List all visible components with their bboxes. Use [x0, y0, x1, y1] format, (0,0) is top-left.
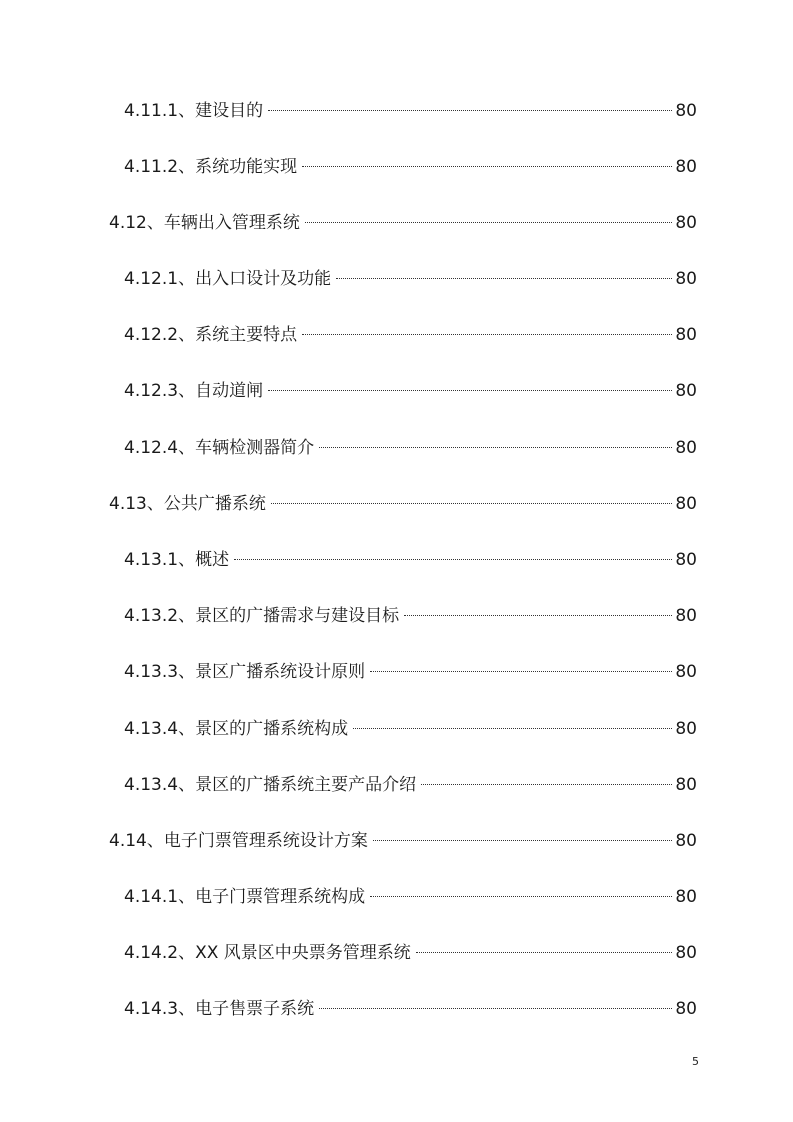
toc-entry-title: 4.13.4、景区的广播系统构成 — [124, 719, 349, 739]
toc-entry-page: 80 — [675, 606, 697, 626]
toc-entry[interactable] — [124, 603, 697, 629]
toc-dot-leader — [305, 222, 673, 223]
toc-entry[interactable] — [124, 154, 697, 180]
toc-entry-title: 4.13.1、概述 — [124, 550, 230, 570]
toc-entry-title: 4.11.2、系统功能实现 — [124, 157, 298, 177]
toc-entry-title: 4.13.4、景区的广播系统主要产品介绍 — [124, 775, 417, 795]
toc-dot-leader — [404, 615, 672, 616]
toc-entry-page: 80 — [675, 719, 697, 739]
toc-entry-title: 4.13.3、景区广播系统设计原则 — [124, 662, 366, 682]
toc-entry-page: 80 — [675, 438, 697, 458]
toc-entry[interactable] — [124, 940, 697, 966]
toc-entry-page: 80 — [675, 943, 697, 963]
toc-entry-page: 80 — [675, 494, 697, 514]
toc-entry-title: 4.13、公共广播系统 — [109, 494, 266, 514]
toc-entry[interactable] — [124, 98, 697, 124]
toc-entry[interactable] — [124, 716, 697, 742]
toc-dot-leader — [319, 1008, 672, 1009]
toc-entry[interactable] — [124, 772, 697, 798]
toc-entry[interactable] — [124, 322, 697, 348]
toc-entry[interactable] — [124, 996, 697, 1022]
toc-entry-page: 80 — [675, 157, 697, 177]
toc-entry-title: 4.13.2、景区的广播需求与建设目标 — [124, 606, 400, 626]
toc-entry[interactable] — [124, 884, 697, 910]
toc-dot-leader — [370, 671, 672, 672]
page-number: 5 — [692, 1055, 699, 1068]
toc-entry-title: 4.11.1、建设目的 — [124, 101, 264, 121]
toc-entry-page: 80 — [675, 775, 697, 795]
toc-dot-leader — [353, 728, 672, 729]
toc-entry-title: 4.14.3、电子售票子系统 — [124, 999, 315, 1019]
toc-entry-page: 80 — [675, 999, 697, 1019]
toc-entry-page: 80 — [675, 213, 697, 233]
toc-entry-page: 80 — [675, 831, 697, 851]
toc-entry-title: 4.14、电子门票管理系统设计方案 — [109, 831, 368, 851]
toc-entry-page: 80 — [675, 381, 697, 401]
toc-entry[interactable] — [124, 378, 697, 404]
toc-entry-page: 80 — [675, 887, 697, 907]
toc-entry[interactable] — [124, 266, 697, 292]
toc-dot-leader — [302, 334, 672, 335]
toc-entry-page: 80 — [675, 325, 697, 345]
toc-dot-leader — [373, 840, 673, 841]
toc-dot-leader — [271, 503, 673, 504]
toc-entry-title: 4.12.2、系统主要特点 — [124, 325, 298, 345]
toc-dot-leader — [421, 784, 672, 785]
toc-entry-page: 80 — [675, 101, 697, 121]
toc-entry-title: 4.12.3、自动道闸 — [124, 381, 264, 401]
toc-entry-title: 4.14.2、XX 风景区中央票务管理系统 — [124, 943, 411, 963]
toc-entry[interactable] — [109, 491, 697, 517]
toc-dot-leader — [302, 166, 672, 167]
toc-entry[interactable] — [124, 547, 697, 573]
toc-entry-page: 80 — [675, 550, 697, 570]
toc-entry[interactable] — [109, 828, 697, 854]
toc-entry-page: 80 — [675, 269, 697, 289]
toc-dot-leader — [268, 110, 672, 111]
toc-dot-leader — [336, 278, 672, 279]
toc-entry-title: 4.12.4、车辆检测器简介 — [124, 438, 315, 458]
toc-dot-leader — [370, 896, 672, 897]
toc-dot-leader — [416, 952, 673, 953]
toc-entry[interactable] — [109, 210, 697, 236]
toc-dot-leader — [319, 447, 672, 448]
toc-entry[interactable] — [124, 435, 697, 461]
toc-entry-title: 4.12.1、出入口设计及功能 — [124, 269, 332, 289]
toc-dot-leader — [268, 390, 672, 391]
toc-entry[interactable] — [124, 659, 697, 685]
toc-entry-page: 80 — [675, 662, 697, 682]
toc-dot-leader — [234, 559, 672, 560]
toc-entry-title: 4.12、车辆出入管理系统 — [109, 213, 300, 233]
toc-entry-title: 4.14.1、电子门票管理系统构成 — [124, 887, 366, 907]
